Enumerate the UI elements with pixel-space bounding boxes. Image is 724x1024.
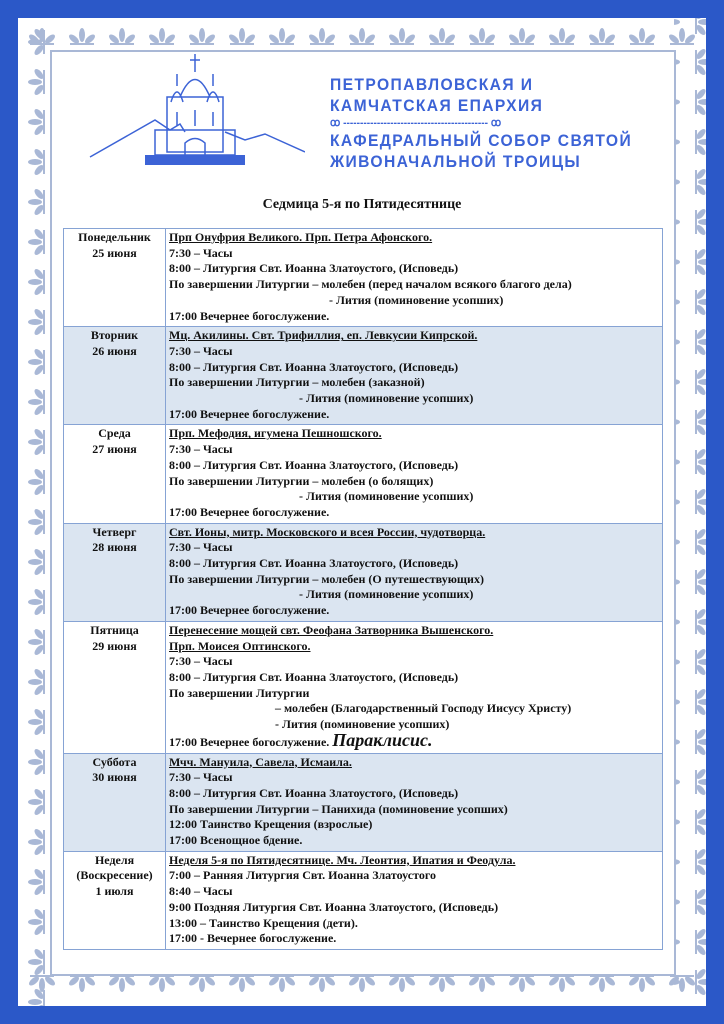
services-cell	[166, 851, 663, 949]
service-line	[169, 407, 659, 423]
service-text: 13:00 – Таинство Крещения (дети).	[169, 915, 358, 930]
services-cell	[166, 229, 663, 327]
service-text: По завершении Литургии – Панихида (поминовение усопших)	[169, 801, 508, 816]
service-text: По завершении Литургии – молебен (перед началом всякого благого дела)	[169, 277, 572, 292]
service-line	[169, 900, 659, 916]
day-date-2: 1 июля	[95, 884, 134, 899]
service-line	[169, 884, 659, 900]
service-line	[169, 786, 659, 802]
service-line	[169, 375, 659, 391]
service-line	[169, 654, 659, 670]
service-text: 8:00 – Литургия Свт. Иоанна Златоустого, (Исповедь)	[169, 785, 459, 800]
service-text: – молебен (Благодарственный Господу Иисусу Христу)	[275, 701, 572, 716]
diocese-name	[330, 74, 632, 172]
service-text: - Лития (поминовение усопших)	[299, 391, 474, 406]
service-line	[169, 587, 659, 603]
feast-title: Прп Онуфрия Великого. Прп. Петра Афонского.	[169, 230, 433, 244]
service-text: 17:00 Вечернее богослужение.	[169, 603, 330, 618]
service-text: По завершении Литургии	[169, 685, 310, 700]
day-date: 27 июня	[92, 442, 137, 457]
day-cell	[64, 753, 166, 851]
services-cell	[166, 523, 663, 621]
service-text: 8:00 – Литургия Свт. Иоанна Златоустого, (Исповедь)	[169, 669, 459, 684]
service-line	[169, 729, 659, 751]
service-line	[169, 505, 659, 521]
service-text: - Лития (поминовение усопших)	[329, 292, 504, 307]
logo-line-1: ПЕТРОПАВЛОВСКАЯ И	[330, 75, 534, 94]
day-cell	[64, 229, 166, 327]
service-text: - Лития (поминовение усопших)	[299, 489, 474, 504]
service-line	[169, 670, 659, 686]
table-row	[64, 523, 663, 621]
table-row	[64, 327, 663, 425]
service-text: 7:30 – Часы	[169, 654, 233, 669]
feast-title: Прп. Мефодия, игумена Пешношского.	[169, 426, 382, 441]
service-text: По завершении Литургии – молебен (заказной)	[169, 375, 425, 390]
service-text: 7:30 – Часы	[169, 770, 233, 785]
service-line	[169, 556, 659, 572]
service-text: 12:00 Таинство Крещения (взрослые)	[169, 817, 373, 832]
service-line	[169, 442, 659, 458]
cathedral-logo	[85, 52, 305, 172]
feast-title: Свт. Ионы, митр. Московского и всея России, чудотворца.	[169, 524, 486, 539]
service-line	[169, 474, 659, 490]
logo-separator: ꝏ ------------------------------------------- ꝏ	[330, 117, 502, 129]
service-text: По завершении Литургии – молебен (О путешествующих)	[169, 571, 484, 586]
logo-line-2: КАМЧАТСКАЯ ЕПАРХИЯ	[330, 96, 544, 115]
service-line	[169, 931, 659, 947]
service-text: 8:00 – Литургия Свт. Иоанна Златоустого, (Исповедь)	[169, 556, 459, 571]
service-line	[169, 603, 659, 619]
day-name: Четверг	[92, 524, 137, 539]
day-date: (Воскресение)	[76, 868, 153, 883]
service-text: 17:00 Вечернее богослужение.	[169, 504, 330, 519]
service-line	[169, 686, 659, 702]
service-line	[169, 916, 659, 932]
table-row	[64, 425, 663, 523]
service-line	[169, 391, 659, 407]
day-cell	[64, 851, 166, 949]
service-line	[169, 246, 659, 262]
feast-title: Прп. Моисея Оптинского.	[169, 638, 311, 653]
service-text: 8:40 – Часы	[169, 884, 233, 899]
day-cell	[64, 327, 166, 425]
service-text: - Лития (поминовение усопших)	[299, 587, 474, 602]
service-line	[169, 868, 659, 884]
logo-line-3: КАФЕДРАЛЬНЫЙ СОБОР СВЯТОЙ	[330, 131, 633, 150]
day-date: 25 июня	[92, 245, 137, 260]
table-row	[64, 621, 663, 753]
day-date: 26 июня	[92, 343, 137, 358]
service-line	[169, 277, 659, 293]
service-text: - Лития (поминовение усопших)	[275, 717, 450, 732]
service-line	[169, 802, 659, 818]
service-text: 17:00 Всенощное бдение.	[169, 833, 303, 848]
service-line	[169, 293, 659, 309]
service-text: 17:00 - Вечернее богослужение.	[169, 931, 337, 946]
service-text: 8:00 – Литургия Свт. Иоанна Златоустого, (Исповедь)	[169, 359, 459, 374]
day-name: Неделя	[94, 852, 135, 867]
day-date: 30 июня	[92, 770, 137, 785]
service-text: 7:00 – Ранняя Литургия Свт. Иоанна Златоустого	[169, 868, 436, 883]
day-name: Вторник	[90, 328, 139, 343]
logo-line-4: ЖИВОНАЧАЛЬНОЙ ТРОИЦЫ	[330, 152, 582, 171]
table-row	[64, 753, 663, 851]
service-text: 7:30 – Часы	[169, 343, 233, 358]
service-text: 7:30 – Часы	[169, 540, 233, 555]
day-cell	[64, 621, 166, 753]
service-highlight: Параклисис.	[332, 729, 433, 750]
service-line	[169, 540, 659, 556]
day-cell	[64, 425, 166, 523]
service-line	[169, 309, 659, 325]
schedule-table	[63, 228, 663, 950]
day-name: Понедельник	[78, 230, 151, 244]
service-line	[169, 833, 659, 849]
service-line	[169, 817, 659, 833]
table-row	[64, 851, 663, 949]
feast-title: Мц. Акилины. Свт. Трифиллия, еп. Левкусии Кипрской.	[169, 328, 478, 343]
day-date: 28 июня	[92, 540, 137, 555]
day-cell	[64, 523, 166, 621]
services-cell	[166, 621, 663, 753]
service-line	[169, 261, 659, 277]
day-name: Среда	[98, 426, 131, 441]
service-text: 8:00 – Литургия Свт. Иоанна Златоустого, (Исповедь)	[169, 261, 459, 276]
service-text: 17:00 Вечернее богослужение.	[169, 734, 330, 749]
service-line	[169, 344, 659, 360]
service-text: 7:30 – Часы	[169, 245, 233, 260]
feast-title: Перенесение мощей свт. Феофана Затворника Вышенского.	[169, 622, 494, 637]
service-text: По завершении Литургии – молебен (о болящих)	[169, 473, 434, 488]
table-row	[64, 229, 663, 327]
day-name: Суббота	[92, 754, 137, 769]
service-line	[169, 489, 659, 505]
services-cell	[166, 327, 663, 425]
service-text: 8:00 – Литургия Свт. Иоанна Златоустого, (Исповедь)	[169, 457, 459, 472]
service-line	[169, 770, 659, 786]
service-text: 9:00 Поздняя Литургия Свт. Иоанна Златоустого, (Исповедь)	[169, 899, 499, 914]
services-cell	[166, 753, 663, 851]
service-text: 17:00 Вечернее богослужение.	[169, 308, 330, 323]
day-date: 29 июня	[92, 638, 137, 653]
page-title: Седмица 5-я по Пятидесятнице	[262, 197, 462, 212]
service-line	[169, 572, 659, 588]
service-line	[169, 458, 659, 474]
feast-title: Мчч. Мануила, Савела, Исмаила.	[169, 754, 352, 769]
services-cell	[166, 425, 663, 523]
service-line	[169, 360, 659, 376]
service-line	[169, 701, 659, 717]
feast-title: Неделя 5-я по Пятидесятнице. Мч. Леонтия, Ипатия и Феодула.	[169, 852, 516, 867]
day-name: Пятница	[90, 622, 139, 637]
service-text: 7:30 – Часы	[169, 442, 233, 457]
service-text: 17:00 Вечернее богослужение.	[169, 406, 330, 421]
